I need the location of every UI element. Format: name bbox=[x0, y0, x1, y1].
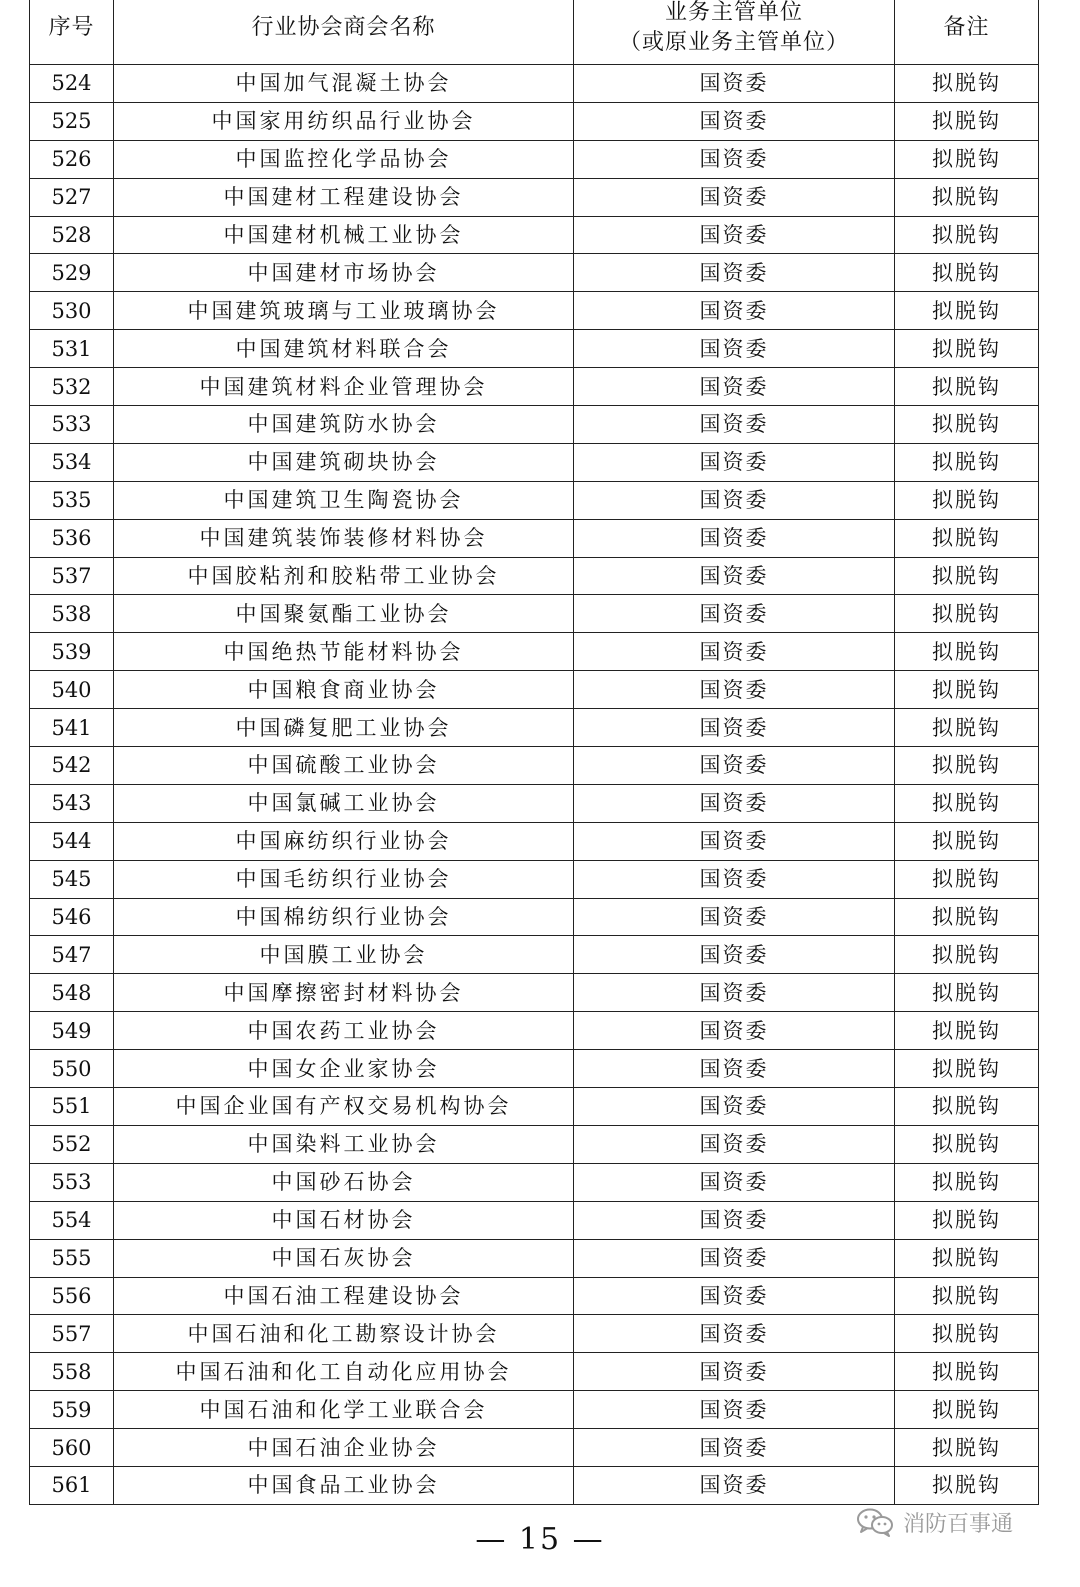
row-remark: 拟脱钩 bbox=[895, 974, 1039, 1012]
row-supervising-unit: 国资委 bbox=[574, 1353, 895, 1391]
row-association-name: 中国磷复肥工业协会 bbox=[114, 709, 574, 747]
row-remark: 拟脱钩 bbox=[895, 216, 1039, 254]
row-association-name: 中国麻纺织行业协会 bbox=[114, 822, 574, 860]
row-supervising-unit: 国资委 bbox=[574, 216, 895, 254]
row-serial-number: 525 bbox=[30, 102, 114, 140]
row-serial-number: 540 bbox=[30, 671, 114, 709]
table-row bbox=[30, 406, 1039, 444]
table-row bbox=[30, 709, 1039, 747]
row-remark: 拟脱钩 bbox=[895, 1050, 1039, 1088]
table-header bbox=[30, 0, 1039, 65]
row-remark: 拟脱钩 bbox=[895, 65, 1039, 103]
row-association-name: 中国建筑材料企业管理协会 bbox=[114, 368, 574, 406]
row-remark: 拟脱钩 bbox=[895, 1429, 1039, 1467]
row-association-name: 中国硫酸工业协会 bbox=[114, 747, 574, 785]
table-row bbox=[30, 1429, 1039, 1467]
row-association-name: 中国砂石协会 bbox=[114, 1163, 574, 1201]
row-supervising-unit: 国资委 bbox=[574, 65, 895, 103]
row-serial-number: 550 bbox=[30, 1050, 114, 1088]
row-serial-number: 547 bbox=[30, 936, 114, 974]
header-row bbox=[30, 0, 1039, 65]
row-remark: 拟脱钩 bbox=[895, 481, 1039, 519]
row-association-name: 中国棉纺织行业协会 bbox=[114, 898, 574, 936]
row-remark: 拟脱钩 bbox=[895, 292, 1039, 330]
row-association-name: 中国石油和化工自动化应用协会 bbox=[114, 1353, 574, 1391]
row-supervising-unit: 国资委 bbox=[574, 860, 895, 898]
row-remark: 拟脱钩 bbox=[895, 898, 1039, 936]
row-remark: 拟脱钩 bbox=[895, 1088, 1039, 1126]
row-serial-number: 537 bbox=[30, 557, 114, 595]
row-supervising-unit: 国资委 bbox=[574, 406, 895, 444]
row-remark: 拟脱钩 bbox=[895, 633, 1039, 671]
table-body bbox=[30, 65, 1039, 1505]
row-supervising-unit: 国资委 bbox=[574, 1050, 895, 1088]
table-row bbox=[30, 671, 1039, 709]
table-row bbox=[30, 481, 1039, 519]
row-serial-number: 559 bbox=[30, 1391, 114, 1429]
row-serial-number: 526 bbox=[30, 140, 114, 178]
row-association-name: 中国摩擦密封材料协会 bbox=[114, 974, 574, 1012]
row-remark: 拟脱钩 bbox=[895, 860, 1039, 898]
row-association-name: 中国加气混凝土协会 bbox=[114, 65, 574, 103]
row-serial-number: 544 bbox=[30, 822, 114, 860]
row-supervising-unit: 国资委 bbox=[574, 557, 895, 595]
row-serial-number: 532 bbox=[30, 368, 114, 406]
row-supervising-unit: 国资委 bbox=[574, 102, 895, 140]
row-serial-number: 531 bbox=[30, 330, 114, 368]
row-supervising-unit: 国资委 bbox=[574, 330, 895, 368]
table-row bbox=[30, 1353, 1039, 1391]
row-remark: 拟脱钩 bbox=[895, 178, 1039, 216]
row-remark: 拟脱钩 bbox=[895, 406, 1039, 444]
row-association-name: 中国农药工业协会 bbox=[114, 1012, 574, 1050]
row-remark: 拟脱钩 bbox=[895, 330, 1039, 368]
row-association-name: 中国石材协会 bbox=[114, 1201, 574, 1239]
row-supervising-unit: 国资委 bbox=[574, 1239, 895, 1277]
header-supervising-unit-line1: 业务主管单位 bbox=[664, 0, 803, 25]
row-supervising-unit: 国资委 bbox=[574, 1201, 895, 1239]
table-row bbox=[30, 974, 1039, 1012]
row-serial-number: 536 bbox=[30, 519, 114, 557]
row-serial-number: 560 bbox=[30, 1429, 114, 1467]
row-serial-number: 529 bbox=[30, 254, 114, 292]
row-association-name: 中国监控化学品协会 bbox=[114, 140, 574, 178]
table-row bbox=[30, 178, 1039, 216]
row-serial-number: 541 bbox=[30, 709, 114, 747]
table-row bbox=[30, 216, 1039, 254]
table-row bbox=[30, 557, 1039, 595]
row-supervising-unit: 国资委 bbox=[574, 822, 895, 860]
row-serial-number: 530 bbox=[30, 292, 114, 330]
row-supervising-unit: 国资委 bbox=[574, 1429, 895, 1467]
row-remark: 拟脱钩 bbox=[895, 709, 1039, 747]
row-supervising-unit: 国资委 bbox=[574, 178, 895, 216]
row-serial-number: 538 bbox=[30, 595, 114, 633]
row-serial-number: 558 bbox=[30, 1353, 114, 1391]
table-row bbox=[30, 102, 1039, 140]
row-remark: 拟脱钩 bbox=[895, 671, 1039, 709]
table-row bbox=[30, 1277, 1039, 1315]
row-supervising-unit: 国资委 bbox=[574, 519, 895, 557]
row-remark: 拟脱钩 bbox=[895, 595, 1039, 633]
row-association-name: 中国食品工业协会 bbox=[114, 1466, 574, 1504]
row-association-name: 中国膜工业协会 bbox=[114, 936, 574, 974]
table-row bbox=[30, 1012, 1039, 1050]
row-supervising-unit: 国资委 bbox=[574, 1163, 895, 1201]
row-serial-number: 561 bbox=[30, 1466, 114, 1504]
row-remark: 拟脱钩 bbox=[895, 1125, 1039, 1163]
row-association-name: 中国石油和化工勘察设计协会 bbox=[114, 1315, 574, 1353]
row-supervising-unit: 国资委 bbox=[574, 936, 895, 974]
row-supervising-unit: 国资委 bbox=[574, 443, 895, 481]
row-serial-number: 539 bbox=[30, 633, 114, 671]
row-serial-number: 553 bbox=[30, 1163, 114, 1201]
row-remark: 拟脱钩 bbox=[895, 822, 1039, 860]
table-row bbox=[30, 1125, 1039, 1163]
row-association-name: 中国毛纺织行业协会 bbox=[114, 860, 574, 898]
row-association-name: 中国石油和化学工业联合会 bbox=[114, 1391, 574, 1429]
table-row bbox=[30, 140, 1039, 178]
table-row bbox=[30, 519, 1039, 557]
row-association-name: 中国建筑防水协会 bbox=[114, 406, 574, 444]
row-serial-number: 534 bbox=[30, 443, 114, 481]
row-serial-number: 535 bbox=[30, 481, 114, 519]
row-association-name: 中国建筑材料联合会 bbox=[114, 330, 574, 368]
row-supervising-unit: 国资委 bbox=[574, 1012, 895, 1050]
row-remark: 拟脱钩 bbox=[895, 784, 1039, 822]
row-remark: 拟脱钩 bbox=[895, 1315, 1039, 1353]
watermark bbox=[855, 1504, 1013, 1540]
row-association-name: 中国胶粘剂和胶粘带工业协会 bbox=[114, 557, 574, 595]
row-supervising-unit: 国资委 bbox=[574, 1315, 895, 1353]
row-supervising-unit: 国资委 bbox=[574, 1391, 895, 1429]
row-remark: 拟脱钩 bbox=[895, 1012, 1039, 1050]
row-serial-number: 527 bbox=[30, 178, 114, 216]
table-row bbox=[30, 784, 1039, 822]
table-row bbox=[30, 254, 1039, 292]
row-association-name: 中国建筑玻璃与工业玻璃协会 bbox=[114, 292, 574, 330]
row-serial-number: 555 bbox=[30, 1239, 114, 1277]
row-serial-number: 552 bbox=[30, 1125, 114, 1163]
row-remark: 拟脱钩 bbox=[895, 1466, 1039, 1504]
table-row bbox=[30, 443, 1039, 481]
row-association-name: 中国建筑卫生陶瓷协会 bbox=[114, 481, 574, 519]
table-row bbox=[30, 1391, 1039, 1429]
row-serial-number: 542 bbox=[30, 747, 114, 785]
row-supervising-unit: 国资委 bbox=[574, 1277, 895, 1315]
row-supervising-unit: 国资委 bbox=[574, 1125, 895, 1163]
table-row bbox=[30, 898, 1039, 936]
table-row bbox=[30, 936, 1039, 974]
row-serial-number: 546 bbox=[30, 898, 114, 936]
row-serial-number: 548 bbox=[30, 974, 114, 1012]
row-supervising-unit: 国资委 bbox=[574, 292, 895, 330]
row-remark: 拟脱钩 bbox=[895, 557, 1039, 595]
row-supervising-unit: 国资委 bbox=[574, 368, 895, 406]
row-association-name: 中国石灰协会 bbox=[114, 1239, 574, 1277]
row-serial-number: 551 bbox=[30, 1088, 114, 1126]
row-remark: 拟脱钩 bbox=[895, 747, 1039, 785]
table-row bbox=[30, 822, 1039, 860]
row-association-name: 中国企业国有产权交易机构协会 bbox=[114, 1088, 574, 1126]
row-serial-number: 554 bbox=[30, 1201, 114, 1239]
row-association-name: 中国石油工程建设协会 bbox=[114, 1277, 574, 1315]
row-supervising-unit: 国资委 bbox=[574, 633, 895, 671]
row-association-name: 中国家用纺织品行业协会 bbox=[114, 102, 574, 140]
table-row bbox=[30, 368, 1039, 406]
header-remarks: 备注 bbox=[895, 0, 1039, 65]
table-row bbox=[30, 633, 1039, 671]
row-association-name: 中国建材市场协会 bbox=[114, 254, 574, 292]
row-association-name: 中国建材机械工业协会 bbox=[114, 216, 574, 254]
row-remark: 拟脱钩 bbox=[895, 519, 1039, 557]
row-serial-number: 533 bbox=[30, 406, 114, 444]
row-remark: 拟脱钩 bbox=[895, 102, 1039, 140]
row-association-name: 中国女企业家协会 bbox=[114, 1050, 574, 1088]
table-row bbox=[30, 1201, 1039, 1239]
row-supervising-unit: 国资委 bbox=[574, 747, 895, 785]
header-supervising-unit bbox=[574, 0, 895, 65]
watermark-text: 消防百事通 bbox=[903, 1511, 1014, 1537]
row-remark: 拟脱钩 bbox=[895, 254, 1039, 292]
row-serial-number: 557 bbox=[30, 1315, 114, 1353]
row-association-name: 中国建材工程建设协会 bbox=[114, 178, 574, 216]
table-row bbox=[30, 595, 1039, 633]
row-remark: 拟脱钩 bbox=[895, 1353, 1039, 1391]
row-supervising-unit: 国资委 bbox=[574, 481, 895, 519]
table-row bbox=[30, 1466, 1039, 1504]
wechat-icon bbox=[855, 1507, 895, 1537]
table-row bbox=[30, 292, 1039, 330]
row-serial-number: 545 bbox=[30, 860, 114, 898]
table-row bbox=[30, 1239, 1039, 1277]
header-serial-number: 序号 bbox=[30, 0, 114, 65]
header-supervising-unit-line2: （或原业务主管单位） bbox=[618, 29, 849, 55]
row-supervising-unit: 国资委 bbox=[574, 1088, 895, 1126]
row-supervising-unit: 国资委 bbox=[574, 784, 895, 822]
row-remark: 拟脱钩 bbox=[895, 1163, 1039, 1201]
row-remark: 拟脱钩 bbox=[895, 1201, 1039, 1239]
row-association-name: 中国建筑装饰装修材料协会 bbox=[114, 519, 574, 557]
row-supervising-unit: 国资委 bbox=[574, 595, 895, 633]
page-number: — 15 — bbox=[475, 1522, 605, 1557]
row-supervising-unit: 国资委 bbox=[574, 671, 895, 709]
row-remark: 拟脱钩 bbox=[895, 1277, 1039, 1315]
row-supervising-unit: 国资委 bbox=[574, 974, 895, 1012]
row-remark: 拟脱钩 bbox=[895, 1391, 1039, 1429]
row-supervising-unit: 国资委 bbox=[574, 898, 895, 936]
row-association-name: 中国聚氨酯工业协会 bbox=[114, 595, 574, 633]
row-serial-number: 528 bbox=[30, 216, 114, 254]
table-row bbox=[30, 1315, 1039, 1353]
row-remark: 拟脱钩 bbox=[895, 140, 1039, 178]
row-association-name: 中国氯碱工业协会 bbox=[114, 784, 574, 822]
row-supervising-unit: 国资委 bbox=[574, 140, 895, 178]
row-supervising-unit: 国资委 bbox=[574, 254, 895, 292]
row-association-name: 中国绝热节能材料协会 bbox=[114, 633, 574, 671]
row-serial-number: 549 bbox=[30, 1012, 114, 1050]
row-association-name: 中国粮食商业协会 bbox=[114, 671, 574, 709]
row-remark: 拟脱钩 bbox=[895, 368, 1039, 406]
row-association-name: 中国石油企业协会 bbox=[114, 1429, 574, 1467]
row-association-name: 中国建筑砌块协会 bbox=[114, 443, 574, 481]
row-remark: 拟脱钩 bbox=[895, 443, 1039, 481]
row-supervising-unit: 国资委 bbox=[574, 709, 895, 747]
table-row bbox=[30, 330, 1039, 368]
row-association-name: 中国染料工业协会 bbox=[114, 1125, 574, 1163]
table-row bbox=[30, 1088, 1039, 1126]
header-association-name: 行业协会商会名称 bbox=[114, 0, 574, 65]
row-remark: 拟脱钩 bbox=[895, 936, 1039, 974]
table-row bbox=[30, 65, 1039, 103]
row-serial-number: 543 bbox=[30, 784, 114, 822]
row-supervising-unit: 国资委 bbox=[574, 1466, 895, 1504]
row-remark: 拟脱钩 bbox=[895, 1239, 1039, 1277]
row-serial-number: 524 bbox=[30, 65, 114, 103]
table-row bbox=[30, 1050, 1039, 1088]
table-row bbox=[30, 1163, 1039, 1201]
association-table bbox=[29, 0, 1039, 1505]
row-serial-number: 556 bbox=[30, 1277, 114, 1315]
table-row bbox=[30, 747, 1039, 785]
table-row bbox=[30, 860, 1039, 898]
